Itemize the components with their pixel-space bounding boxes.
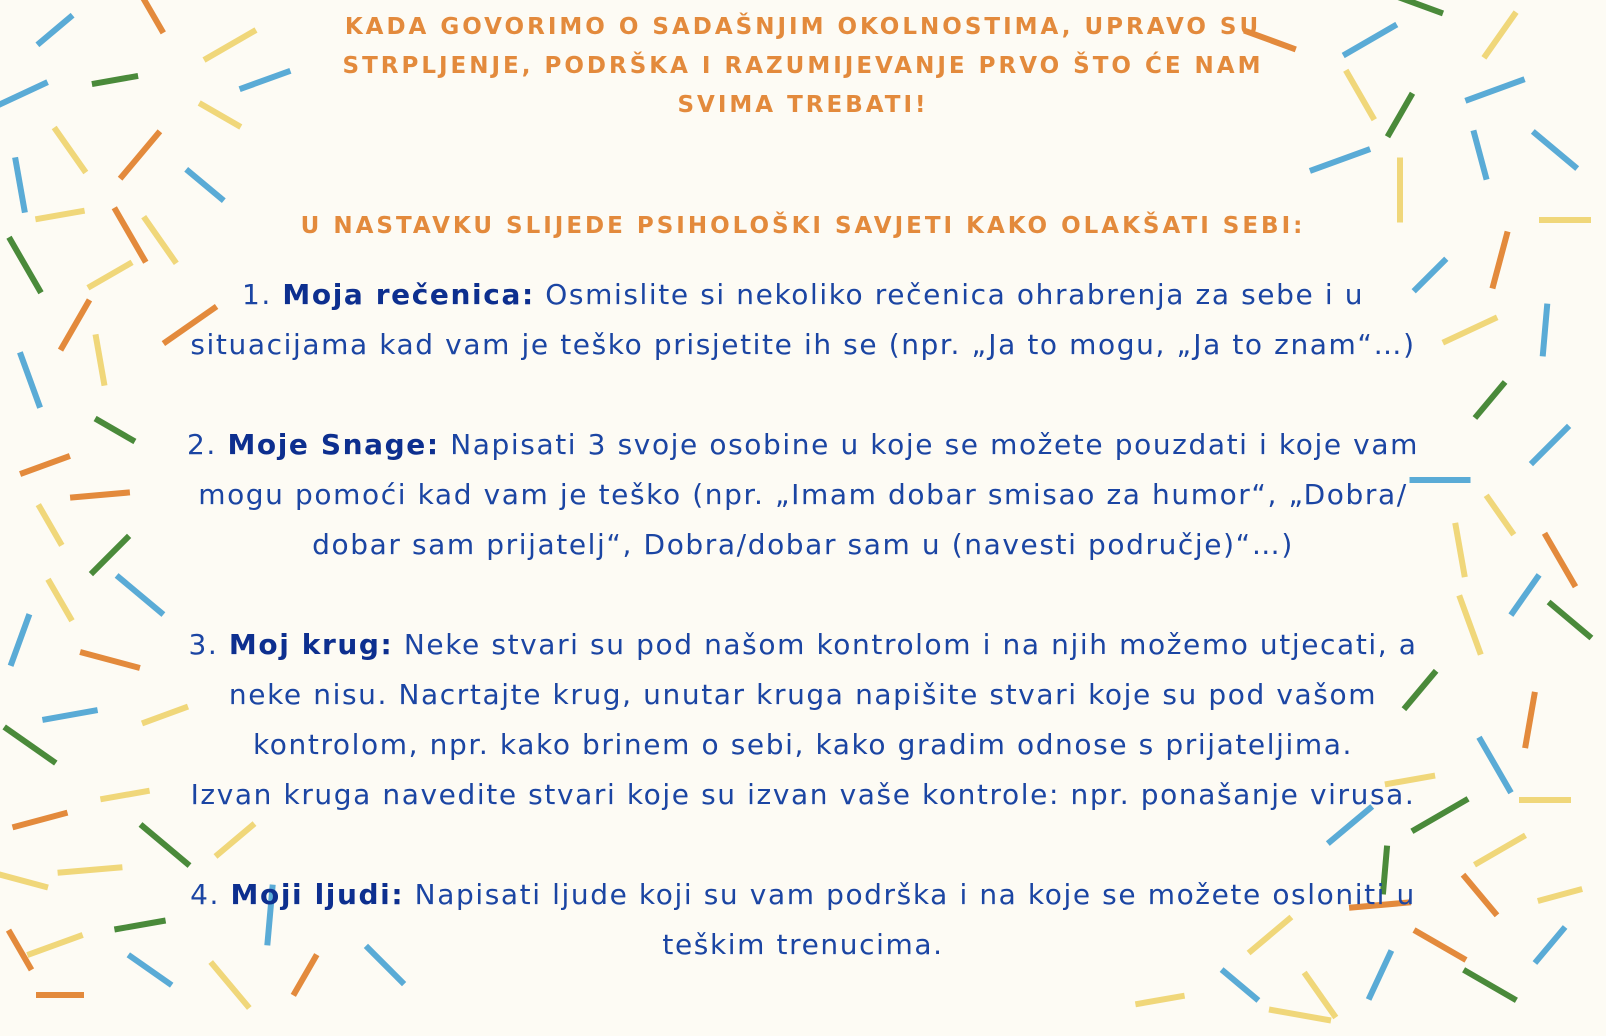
confetti-piece [1222, 970, 1259, 1001]
confetti-piece [4, 727, 56, 763]
confetti-piece [1135, 996, 1184, 1005]
confetti-piece [216, 824, 255, 857]
confetti-piece [1525, 692, 1535, 748]
intro-line: SVIMA TREBATI! [677, 92, 929, 118]
tip-number: 4. [190, 878, 221, 911]
confetti-piece [48, 579, 72, 621]
tip-text: kontrolom, npr. kako brinem o sebi, kako gradim odnose s prijateljima. [252, 728, 1354, 761]
confetti-piece [95, 419, 135, 442]
confetti-piece [120, 131, 160, 178]
confetti-piece [1473, 130, 1486, 179]
tip-text: Neke stvari su pod našom kontrolom i na njih možemo utjecati, a [403, 628, 1418, 661]
tip-text: Napisati ljude koji su vam podrška i na koje se možete osloniti u [414, 878, 1416, 911]
confetti-piece [11, 614, 30, 666]
tip-title: Moji ljudi: [230, 878, 405, 911]
tip-line [130, 270, 1476, 320]
confetti-piece [58, 867, 123, 873]
confetti-piece [0, 873, 48, 888]
confetti-piece [91, 536, 129, 574]
tip-title: Moje Snage: [227, 428, 440, 461]
tip-2 [130, 420, 1476, 570]
confetti-piece [20, 352, 40, 407]
confetti-piece [54, 128, 86, 173]
confetti-piece [15, 157, 25, 212]
tip-number: 3. [188, 628, 219, 661]
tip-text: teškim trenucima. [662, 928, 944, 961]
tip-1 [130, 270, 1476, 370]
confetti-piece [117, 575, 164, 614]
tip-text: neke nisu. Nacrtajte krug, unutar kruga napišite stvari koje su pod vašom [228, 678, 1378, 711]
intro-line: KADA GOVORIMO O SADAŠNJIM OKOLNOSTIMA, UPRAVO SU [344, 14, 1262, 40]
tip-line [130, 620, 1476, 670]
confetti-piece [20, 456, 70, 474]
tip-title: Moj krug: [228, 628, 394, 661]
confetti-piece [1545, 533, 1576, 587]
confetti-piece [96, 334, 105, 385]
tips-subheading: U NASTAVKU SLIJEDE PSIHOLOŠKI SAVJETI KAKO OLAKŠATI SEBI: [300, 213, 1306, 239]
confetti-piece [1549, 602, 1592, 638]
confetti-piece [1486, 495, 1514, 534]
confetti-piece [1531, 426, 1569, 464]
confetti-piece [1538, 889, 1582, 901]
confetti-piece [38, 505, 62, 546]
confetti-piece [1310, 149, 1370, 171]
tip-line [130, 870, 1476, 920]
confetti-piece [1475, 835, 1526, 865]
tip-text: mogu pomoći kad vam je teško (npr. „Imam dobar smisao za humor“, „Dobra/ [198, 478, 1408, 511]
tip-number: 2. [187, 428, 217, 461]
tip-text: Izvan kruga navedite stvari koje su izvan vaše kontrole: npr. ponašanje virusa. [190, 778, 1416, 811]
intro-line: STRPLJENJE, PODRŠKA I RAZUMIJEVANJE PRVO ŠTO ĆE NAM [342, 53, 1264, 79]
confetti-piece [1511, 575, 1539, 615]
confetti-piece [186, 169, 224, 200]
confetti-piece [1543, 304, 1548, 357]
tip-3 [130, 620, 1476, 820]
tip-line [130, 420, 1476, 470]
intro-heading [0, 8, 1606, 125]
tip-text: Osmislite si nekoliko rečenica ohrabrenja za sebe i u [545, 278, 1365, 311]
confetti-piece [61, 300, 90, 350]
confetti-piece [1535, 927, 1565, 963]
confetti-piece [13, 813, 68, 828]
confetti-piece [1304, 973, 1336, 1018]
confetti-piece [70, 492, 130, 497]
confetti-piece [1479, 737, 1511, 792]
confetti-piece [27, 935, 82, 955]
tip-text: situacijama kad vam je teško prisjetite ih se (npr. „Ja to mogu, „Ja to znam“…) [190, 328, 1416, 361]
tip-title: Moja rečenica: [282, 278, 535, 311]
confetti-piece [42, 710, 97, 720]
confetti-piece [1464, 970, 1517, 1001]
confetti-piece [1269, 1010, 1331, 1021]
confetti-piece [88, 262, 132, 288]
confetti-piece [9, 930, 32, 970]
tip-text: dobar sam prijatelj“, Dobra/dobar sam u (navesti područje)“…) [312, 528, 1294, 561]
confetti-piece [1533, 131, 1577, 168]
tip-text: Napisati 3 svoje osobine u koje se možete pouzdati i koje vam [450, 428, 1419, 461]
tip-4 [130, 870, 1476, 970]
confetti-piece [141, 824, 190, 865]
tip-number: 1. [241, 278, 272, 311]
confetti-piece [1475, 382, 1505, 418]
